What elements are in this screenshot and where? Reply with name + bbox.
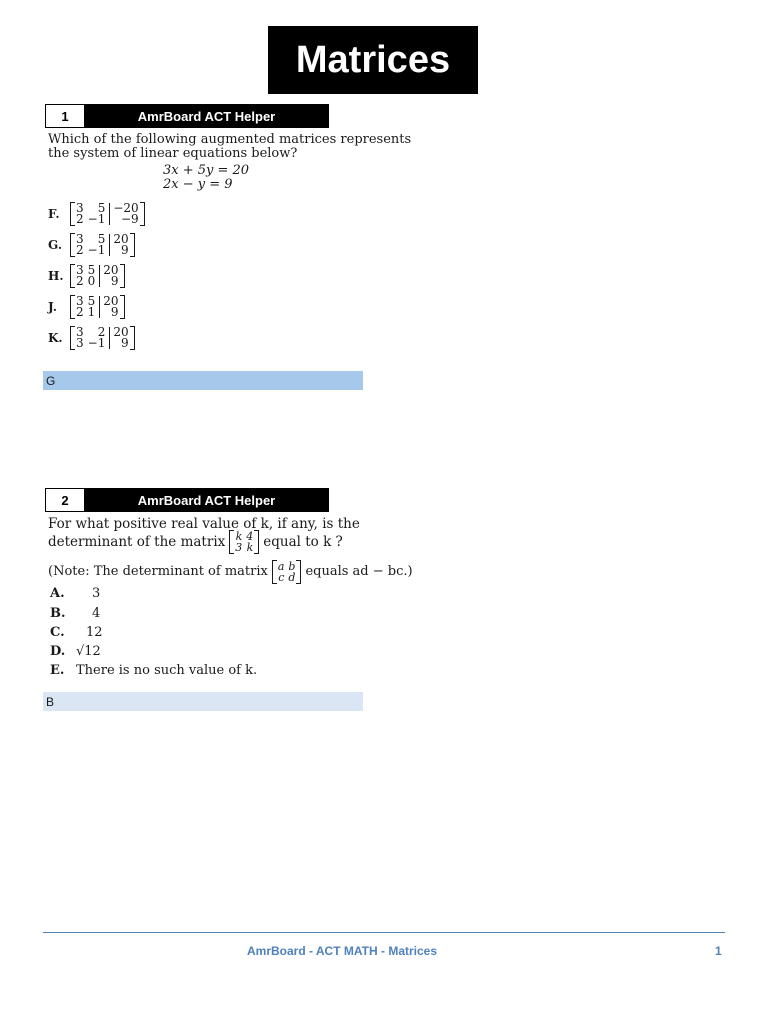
question-header-label: AmrBoard ACT Helper	[85, 105, 328, 127]
page-title: Matrices	[268, 26, 478, 94]
question-1-header	[45, 104, 329, 128]
note-text: equals ad − bc.)	[305, 564, 413, 579]
option-letter: G.	[48, 238, 62, 252]
option-letter: J.	[48, 300, 57, 314]
question-2-header	[45, 488, 329, 512]
augmented-matrix: 3 2 5 0 20 9	[70, 265, 125, 287]
option-letter: K.	[48, 331, 63, 345]
question-2-note	[48, 561, 413, 583]
question-number: 2	[46, 489, 85, 511]
question-2-prompt	[48, 517, 360, 531]
option-row	[48, 327, 135, 349]
equation-system	[163, 164, 249, 192]
answer-bar: B	[43, 692, 363, 711]
question-1-prompt	[48, 133, 411, 161]
footer-divider	[43, 932, 725, 933]
option-row	[48, 296, 125, 318]
answer-bar: G	[43, 371, 363, 390]
choice-e: E. There is no such value of k.	[50, 663, 258, 678]
option-letter: H.	[48, 269, 64, 283]
matrix-abcd: a c b d	[272, 561, 302, 583]
option-row	[48, 265, 125, 287]
choice-a: A. 3	[50, 586, 101, 601]
option-row	[48, 234, 135, 256]
equation: 3x + 5y = 20	[163, 163, 250, 178]
prompt-line: the system of linear equations below?	[48, 146, 298, 161]
option-row	[48, 203, 145, 225]
prompt-text: determinant of the matrix	[48, 534, 226, 550]
question-2-prompt-line2	[48, 531, 343, 553]
footer-title: AmrBoard - ACT MATH - Matrices	[247, 944, 438, 958]
note-text: (Note: The determinant of matrix	[48, 564, 268, 579]
choice-b: B. 4	[50, 606, 101, 621]
choice-c: C. 12	[50, 625, 103, 640]
augmented-matrix: 3 2 5 1 20 9	[70, 296, 125, 318]
question-number: 1	[46, 105, 85, 127]
prompt-text: equal to k ?	[263, 534, 343, 550]
prompt-line: Which of the following augmented matrices represents	[48, 132, 412, 147]
augmented-matrix: 3 3 2 −1 20 9	[70, 327, 135, 349]
augmented-matrix: 3 2 5 −1 20 9	[70, 234, 135, 256]
option-letter: F.	[48, 207, 60, 221]
augmented-matrix: 3 2 5 −1 −20 −9	[70, 203, 145, 225]
prompt-line: For what positive real value of k, if any, is the	[48, 516, 360, 532]
matrix-k: k 3 4 k	[229, 531, 259, 553]
page-number: 1	[715, 944, 722, 958]
question-header-label: AmrBoard ACT Helper	[85, 489, 328, 511]
choice-d: D. √12	[50, 644, 101, 659]
equation: 2x − y = 9	[163, 177, 233, 192]
